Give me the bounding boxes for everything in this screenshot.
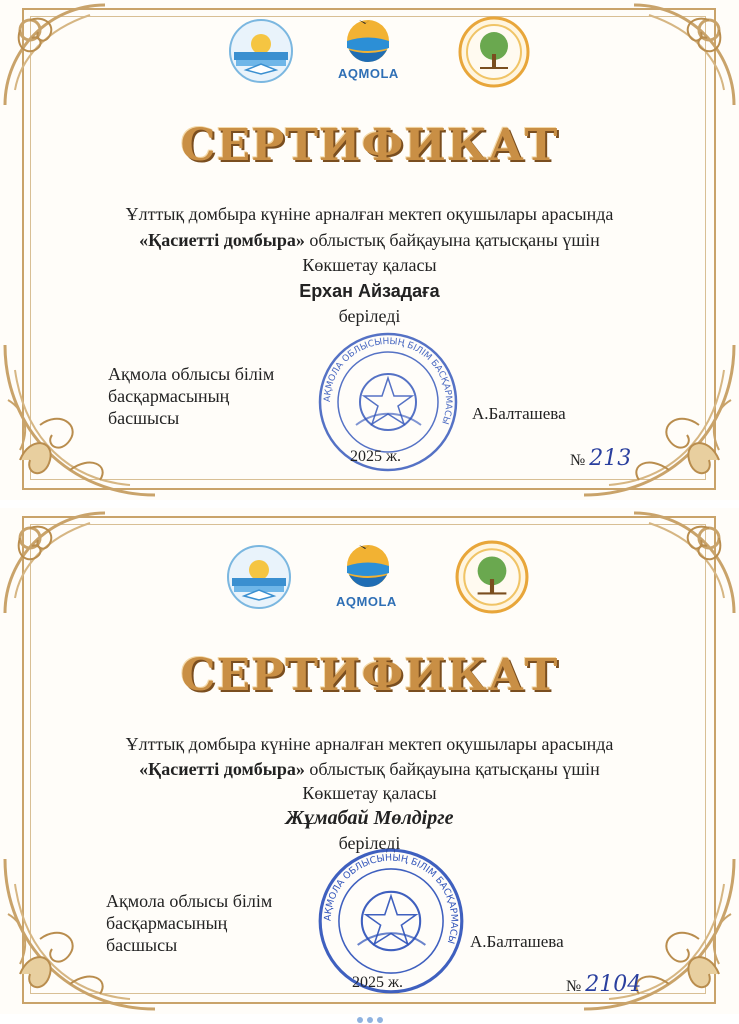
contest-description-rest: облыстық байқауына қатысқаны үшін	[304, 230, 600, 250]
signatory-title-line2: басқармасының	[108, 386, 230, 406]
contest-name: «Қасиетті домбыра»	[139, 759, 305, 779]
contest-description-line2	[0, 230, 739, 251]
signatory-title-line2: басқармасының	[106, 913, 228, 933]
signatory-title	[108, 363, 274, 429]
page-edge-mark	[340, 1014, 400, 1024]
education-department-logo	[226, 544, 292, 610]
signatory-title-line1: Ақмола облысы білім	[106, 891, 273, 911]
aqmola-daryny-logo	[455, 540, 529, 614]
recipient-name: Жұмабай Мөлдірге	[285, 807, 454, 829]
signatory-title-line1: Ақмола облысы білім	[108, 364, 275, 384]
certificate-number	[566, 972, 641, 997]
contest-description-rest: облыстық байқауына қатысқаны үшін	[304, 759, 600, 779]
contest-description-line2	[0, 759, 739, 780]
stamp-text: АҚМОЛА ОБЛЫСЫНЫҢ БІЛІМ БАСҚАРМАСЫ	[322, 336, 454, 426]
corner-ornament-top-right	[629, 508, 739, 618]
issue-date: 2025 ж.	[350, 448, 402, 465]
awarded-text: беріледі	[338, 833, 401, 853]
signatory-title-line3: басшысы	[106, 935, 178, 955]
certificate-2	[0, 508, 739, 1014]
signer-name: А.Балташева	[472, 404, 566, 423]
aqmola-label: AQMOLA	[338, 66, 399, 81]
issue-date: 2025 ж.	[352, 974, 404, 991]
aqmola-region-logo	[345, 540, 391, 592]
education-department-logo	[228, 18, 294, 84]
certificate-number	[570, 446, 631, 471]
number-sign: №	[566, 978, 582, 995]
signer-name: А.Балташева	[470, 932, 564, 951]
aqmola-label: AQMOLA	[336, 594, 397, 609]
recipient-name: Ерхан Айзадаға	[299, 281, 440, 301]
certificate-title: СЕРТИФИКАТ	[180, 120, 559, 171]
stamp-text: АҚМОЛА ОБЛЫСЫНЫҢ БІЛІМ БАСҚАРМАСЫ	[322, 852, 460, 946]
aqmola-region-logo	[345, 16, 391, 66]
aqmola-daryny-logo	[458, 16, 530, 88]
certificate-1	[0, 0, 739, 500]
corner-ornament-top-left	[0, 508, 110, 618]
handwritten-number: 213	[589, 446, 632, 471]
awarded-text: беріледі	[338, 306, 401, 326]
certificate-title: СЕРТИФИКАТ	[180, 650, 559, 701]
city: Көкшетау қаласы	[302, 255, 437, 275]
handwritten-number: 2104	[585, 972, 642, 997]
corner-ornament-bottom-right	[579, 340, 739, 500]
number-sign: №	[570, 452, 586, 469]
corner-ornament-top-left	[0, 0, 110, 110]
signatory-title	[106, 890, 272, 956]
city: Көкшетау қаласы	[302, 783, 437, 803]
contest-description-line1: Ұлттық домбыра күніне арналған мектеп оқушылары арасында	[125, 204, 614, 224]
contest-description-line1: Ұлттық домбыра күніне арналған мектеп оқушылары арасында	[125, 734, 614, 754]
contest-name: «Қасиетті домбыра»	[139, 230, 305, 250]
signatory-title-line3: басшысы	[108, 408, 180, 428]
corner-ornament-top-right	[629, 0, 739, 110]
